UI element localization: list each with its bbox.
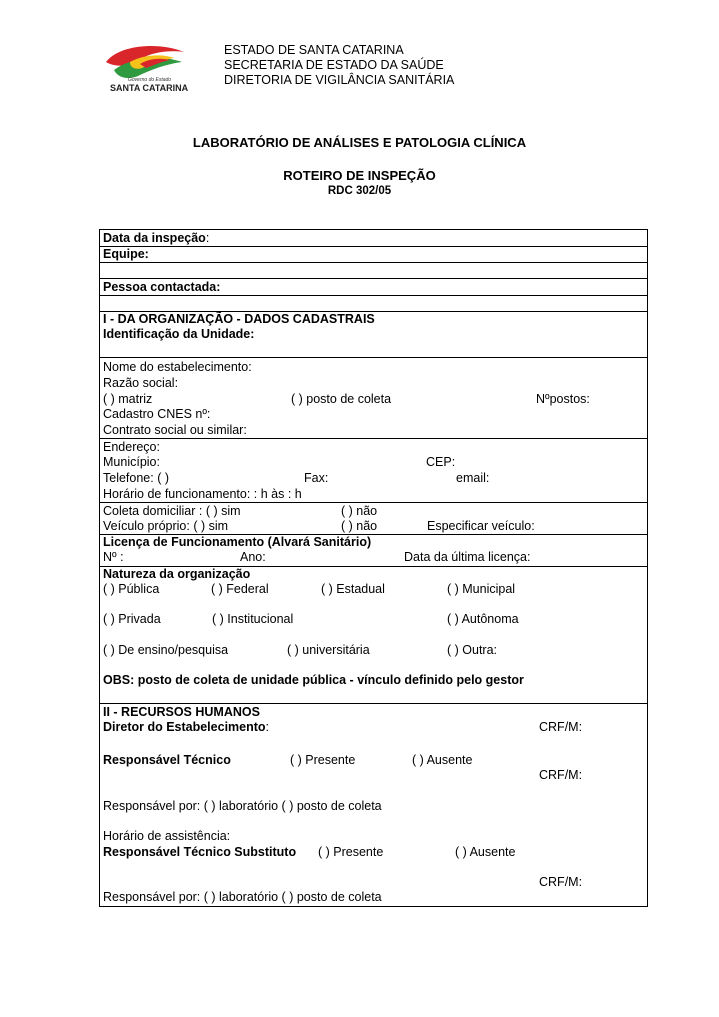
header-diretoria: DIRETORIA DE VIGILÂNCIA SANITÁRIA (224, 73, 455, 87)
outra-checkbox[interactable]: ( ) Outra: (447, 643, 498, 657)
horario-assistencia-field[interactable]: Horário de assistência: (103, 829, 231, 843)
rts-presente-checkbox[interactable]: ( ) Presente (318, 845, 384, 859)
natureza-title: Natureza da organização (103, 567, 251, 581)
veiculo-proprio-sim[interactable]: Veículo próprio: ( ) sim (103, 519, 229, 533)
autonoma-checkbox[interactable]: ( ) Autônoma (447, 612, 519, 626)
privada-checkbox[interactable]: ( ) Privada (103, 612, 161, 626)
universitaria-checkbox[interactable]: ( ) universitária (287, 643, 370, 657)
section-1-title: I - DA ORGANIZAÇÃO - DADOS CADASTRAIS (103, 312, 375, 326)
logo-subtitle: Governo do Estado (128, 77, 172, 83)
roteiro-title: ROTEIRO DE INSPEÇÃO (283, 168, 436, 183)
header-secretaria: SECRETARIA DE ESTADO DA SAÚDE (224, 58, 444, 72)
rt-ausente-checkbox[interactable]: ( ) Ausente (412, 753, 473, 767)
npostos-field[interactable]: Nºpostos: (536, 392, 590, 406)
divider (99, 703, 648, 704)
especificar-veiculo-field[interactable]: Especificar veículo: (427, 519, 535, 533)
municipal-checkbox[interactable]: ( ) Municipal (447, 582, 516, 596)
pessoa-contactada-label[interactable]: Pessoa contactada: (103, 280, 221, 294)
diretor-label: Diretor do Estabelecimento (103, 720, 266, 734)
matriz-checkbox[interactable]: ( ) matriz (103, 392, 153, 406)
posto-coleta-checkbox[interactable]: ( ) posto de coleta (291, 392, 392, 406)
divider (99, 262, 648, 263)
diretor-crf-field[interactable]: CRF/M: (539, 720, 583, 734)
data-licenca-field[interactable]: Data da última licença: (404, 550, 531, 564)
colon: : (265, 720, 270, 734)
fax-field[interactable]: Fax: (304, 471, 329, 485)
colon: : (205, 231, 210, 245)
divider (99, 295, 648, 296)
rt-responsavel-por[interactable]: Responsável por: ( ) laboratório ( ) posto de coleta (103, 799, 382, 813)
veiculo-proprio-nao[interactable]: ( ) não (341, 519, 378, 533)
responsavel-tecnico-label: Responsável Técnico (103, 753, 231, 767)
rts-ausente-checkbox[interactable]: ( ) Ausente (455, 845, 516, 859)
rts-crf-field[interactable]: CRF/M: (539, 875, 583, 889)
municipio-field[interactable]: Município: (103, 455, 160, 469)
endereco-field[interactable]: Endereço: (103, 440, 160, 454)
publica-checkbox[interactable]: ( ) Pública (103, 582, 160, 596)
ensino-pesquisa-checkbox[interactable]: ( ) De ensino/pesquisa (103, 643, 229, 657)
page-title: LABORATÓRIO DE ANÁLISES E PATOLOGIA CLÍNICA (192, 135, 527, 150)
divider (99, 357, 648, 358)
obs-note: OBS: posto de coleta de unidade pública - vínculo definido pelo gestor (103, 673, 524, 687)
santa-catarina-logo (100, 40, 190, 96)
divider (99, 246, 648, 247)
rt-crf-field[interactable]: CRF/M: (539, 768, 583, 782)
estadual-checkbox[interactable]: ( ) Estadual (321, 582, 385, 596)
rt-substituto-label: Responsável Técnico Substituto (103, 845, 297, 859)
coleta-domiciliar-sim[interactable]: Coleta domiciliar : ( ) sim (103, 504, 241, 518)
cnes-field[interactable]: Cadastro CNES nº: (103, 407, 211, 421)
razao-social-field[interactable]: Razão social: (103, 376, 179, 390)
diretor-row[interactable] (103, 720, 269, 735)
logo-text: SANTA CATARINA (110, 83, 189, 93)
licenca-title: Licença de Funcionamento (Alvará Sanitário) (103, 535, 372, 549)
data-inspecao-row[interactable] (103, 231, 209, 246)
contrato-social-field[interactable]: Contrato social ou similar: (103, 423, 247, 437)
horario-funcionamento-field[interactable]: Horário de funcionamento: : h às : h (103, 487, 302, 501)
divider (99, 278, 648, 279)
nome-estabelecimento-field[interactable]: Nome do estabelecimento: (103, 360, 252, 374)
email-field[interactable]: email: (456, 471, 490, 485)
telefone-field[interactable]: Telefone: ( ) (103, 471, 170, 485)
header-state: ESTADO DE SANTA CATARINA (224, 43, 404, 57)
licenca-numero-field[interactable]: Nº : (103, 550, 124, 564)
divider (99, 438, 648, 439)
divider (99, 502, 648, 503)
licenca-ano-field[interactable]: Ano: (240, 550, 266, 564)
rt-presente-checkbox[interactable]: ( ) Presente (290, 753, 356, 767)
data-inspecao-label: Data da inspeção (103, 231, 206, 245)
institucional-checkbox[interactable]: ( ) Institucional (212, 612, 294, 626)
section-2-title: II - RECURSOS HUMANOS (103, 705, 260, 719)
coleta-domiciliar-nao[interactable]: ( ) não (341, 504, 378, 518)
identificacao-label: Identificação da Unidade: (103, 327, 255, 341)
rdc-subtitle: RDC 302/05 (327, 185, 392, 197)
equipe-label[interactable]: Equipe: (103, 247, 149, 261)
rts-responsavel-por[interactable]: Responsável por: ( ) laboratório ( ) posto de coleta (103, 890, 382, 904)
federal-checkbox[interactable]: ( ) Federal (211, 582, 269, 596)
cep-field[interactable]: CEP: (426, 455, 456, 469)
